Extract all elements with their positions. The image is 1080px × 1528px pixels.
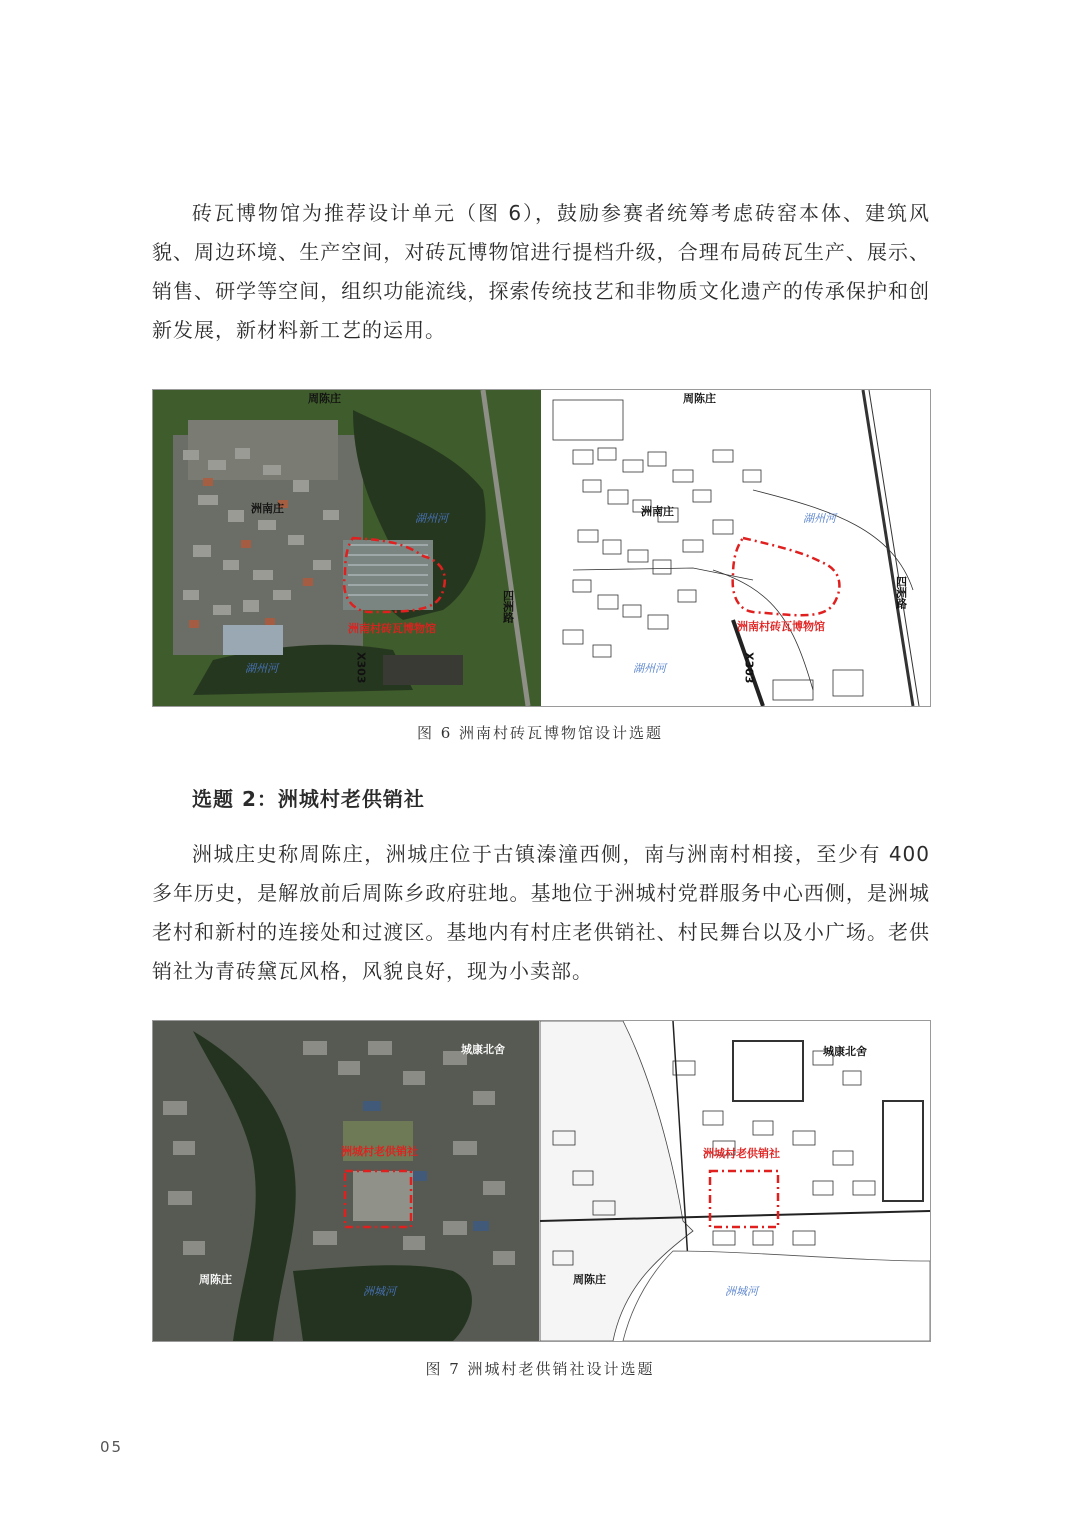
label-zhounanzhuang-left: 洲南庄 <box>251 502 284 515</box>
label-site-left: 洲南村砖瓦博物馆 <box>348 622 436 635</box>
label-huzhouhe-right-2: 湖州河 <box>633 662 666 675</box>
label-site-right: 洲城村老供销社 <box>703 1147 780 1160</box>
label-sizhoulu-left: 四洲路 <box>501 590 515 623</box>
label-zhouchenzhuang-right: 周陈庄 <box>683 392 716 405</box>
label-zhouchenghe-left: 洲城河 <box>363 1285 396 1298</box>
figure-7-caption: 图 7 洲城村老供销社设计选题 <box>425 1360 655 1378</box>
intro-paragraph: 砖瓦博物馆为推荐设计单元（图 6），鼓励参赛者统筹考虑砖窑本体、建筑风貌、周边环境、生产空间，对砖瓦博物馆进行提档升级，合理布局砖瓦生产、展示、销售、研学等空间，组织功能流线，探索传统技艺和非物质文化遗产的传承保护和创新发展，新材料新工艺的运用。 <box>152 201 930 342</box>
label-zhouchenzhuang-left: 周陈庄 <box>199 1273 232 1286</box>
section-heading: 选题 2：洲城村老供销社 <box>192 787 425 811</box>
page-number: 05 <box>100 1438 124 1456</box>
label-zhouchenzhuang-right: 周陈庄 <box>573 1273 606 1286</box>
line-map-right <box>542 390 930 706</box>
label-x303-right: X303 <box>742 652 756 684</box>
figure-6-caption: 图 6 洲南村砖瓦博物馆设计选题 <box>416 724 664 742</box>
label-site-right: 洲南村砖瓦博物馆 <box>737 620 825 633</box>
body-paragraph: 洲城庄史称周陈庄，洲城庄位于古镇溱潼西侧，南与洲南村相接，至少有 400 多年历史，是解放前后周陈乡政府驻地。基地位于洲城村党群服务中心西侧，是洲城老村和新村的连接处和过渡区。基地内有村庄老供销社、村民舞台以及小广场。老供销社为青砖黛瓦风格，风貌良好，现为小卖部。 <box>152 842 930 983</box>
label-zhounanzhuang-right: 洲南庄 <box>641 505 674 518</box>
satellite-image-left <box>153 390 541 706</box>
label-huzhouhe-right-1: 湖州河 <box>803 512 836 525</box>
label-site-left: 洲城村老供销社 <box>341 1145 418 1158</box>
label-x303-left: X303 <box>354 652 368 684</box>
label-zhouchenzhuang-left: 周陈庄 <box>308 392 341 405</box>
figure-6-map <box>152 389 931 707</box>
figure-7-map <box>152 1020 931 1342</box>
label-zhouchenghe-right: 洲城河 <box>725 1285 758 1298</box>
label-chengkangbeishe-right: 城康北舍 <box>823 1045 867 1058</box>
label-huzhouhe-left-1: 湖州河 <box>415 512 448 525</box>
label-huzhouhe-left-2: 湖州河 <box>245 662 278 675</box>
label-sizhoulu-right: 四洲路 <box>894 576 908 609</box>
label-chengkangbeishe-left: 城康北舍 <box>461 1043 505 1056</box>
